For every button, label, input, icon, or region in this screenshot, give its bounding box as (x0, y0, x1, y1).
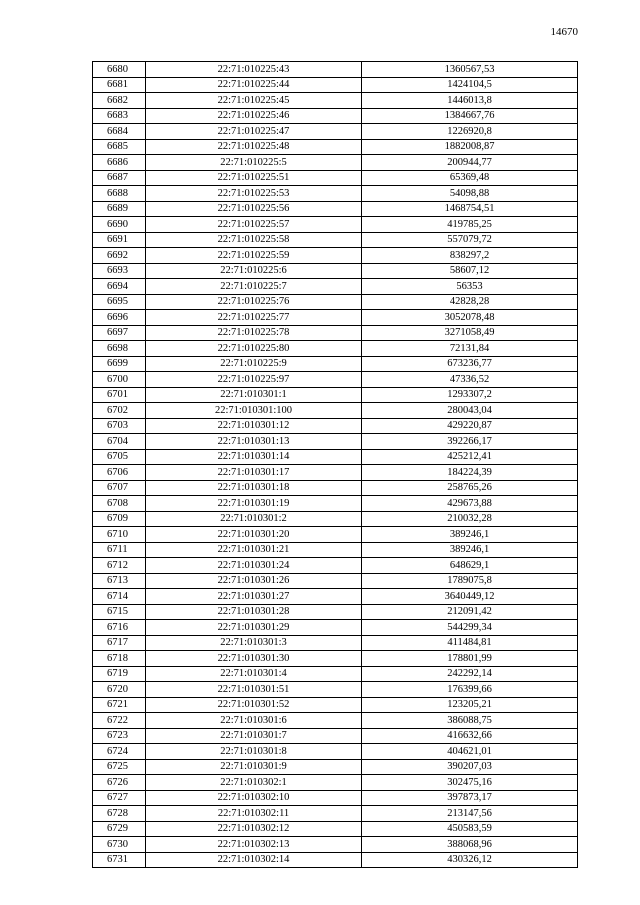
cadastral-value-cell: 386088,75 (362, 713, 578, 729)
table-row (93, 186, 578, 202)
cadastral-number-cell: 22:71:010301:20 (146, 527, 362, 543)
row-number-cell: 6687 (93, 170, 146, 186)
table-row (93, 480, 578, 496)
cadastral-value-cell: 280043,04 (362, 403, 578, 419)
cadastral-number-cell: 22:71:010301:9 (146, 759, 362, 775)
table-row (93, 418, 578, 434)
row-number-cell: 6698 (93, 341, 146, 357)
cadastral-value-cell: 838297,2 (362, 248, 578, 264)
cadastral-number-cell: 22:71:010301:29 (146, 620, 362, 636)
cadastral-value-cell: 557079,72 (362, 232, 578, 248)
table-row (93, 713, 578, 729)
cadastral-value-cell: 429220,87 (362, 418, 578, 434)
table-row (93, 542, 578, 558)
row-number-cell: 6705 (93, 449, 146, 465)
cadastral-number-cell: 22:71:010301:52 (146, 697, 362, 713)
table-row (93, 527, 578, 543)
cadastral-number-cell: 22:71:010302:12 (146, 821, 362, 837)
cadastral-number-cell: 22:71:010301:30 (146, 651, 362, 667)
row-number-cell: 6724 (93, 744, 146, 760)
cadastral-value-cell: 1293307,2 (362, 387, 578, 403)
cadastral-value-cell: 392266,17 (362, 434, 578, 450)
table-row (93, 139, 578, 155)
row-number-cell: 6719 (93, 666, 146, 682)
row-number-cell: 6683 (93, 108, 146, 124)
table-row (93, 635, 578, 651)
cadastral-value-cell: 1789075,8 (362, 573, 578, 589)
row-number-cell: 6692 (93, 248, 146, 264)
row-number-cell: 6730 (93, 837, 146, 853)
row-number-cell: 6717 (93, 635, 146, 651)
row-number-cell: 6688 (93, 186, 146, 202)
row-number-cell: 6711 (93, 542, 146, 558)
row-number-cell: 6704 (93, 434, 146, 450)
row-number-cell: 6706 (93, 465, 146, 481)
row-number-cell: 6712 (93, 558, 146, 574)
table-row (93, 496, 578, 512)
cadastral-number-cell: 22:71:010301:14 (146, 449, 362, 465)
row-number-cell: 6718 (93, 651, 146, 667)
cadastral-number-cell: 22:71:010225:9 (146, 356, 362, 372)
cadastral-number-cell: 22:71:010301:28 (146, 604, 362, 620)
cadastral-number-cell: 22:71:010225:46 (146, 108, 362, 124)
cadastral-value-cell: 54098,88 (362, 186, 578, 202)
cadastral-value-cell: 450583,59 (362, 821, 578, 837)
table-row (93, 837, 578, 853)
cadastral-number-cell: 22:71:010225:6 (146, 263, 362, 279)
row-number-cell: 6682 (93, 93, 146, 109)
cadastral-value-cell: 65369,48 (362, 170, 578, 186)
table-row (93, 217, 578, 233)
table-row (93, 449, 578, 465)
table-row (93, 666, 578, 682)
table-row (93, 697, 578, 713)
cadastral-value-cell: 411484,81 (362, 635, 578, 651)
table-row (93, 387, 578, 403)
table-row (93, 573, 578, 589)
cadastral-number-cell: 22:71:010301:1 (146, 387, 362, 403)
cadastral-number-cell: 22:71:010302:14 (146, 852, 362, 868)
table-row (93, 310, 578, 326)
cadastral-value-cell: 430326,12 (362, 852, 578, 868)
row-number-cell: 6693 (93, 263, 146, 279)
cadastral-number-cell: 22:71:010301:26 (146, 573, 362, 589)
cadastral-value-cell: 213147,56 (362, 806, 578, 822)
cadastral-value-cell: 56353 (362, 279, 578, 295)
row-number-cell: 6725 (93, 759, 146, 775)
cadastral-value-cell: 389246,1 (362, 542, 578, 558)
table-row (93, 155, 578, 171)
table-row (93, 325, 578, 341)
cadastral-value-cell: 176399,66 (362, 682, 578, 698)
cadastral-number-cell: 22:71:010225:45 (146, 93, 362, 109)
cadastral-number-cell: 22:71:010302:13 (146, 837, 362, 853)
row-number-cell: 6686 (93, 155, 146, 171)
cadastral-number-cell: 22:71:010225:97 (146, 372, 362, 388)
cadastral-value-cell: 212091,42 (362, 604, 578, 620)
table-row (93, 263, 578, 279)
row-number-cell: 6715 (93, 604, 146, 620)
row-number-cell: 6703 (93, 418, 146, 434)
table-row (93, 744, 578, 760)
row-number-cell: 6691 (93, 232, 146, 248)
cadastral-number-cell: 22:71:010302:10 (146, 790, 362, 806)
table-row (93, 201, 578, 217)
cadastral-number-cell: 22:71:010301:12 (146, 418, 362, 434)
cadastral-number-cell: 22:71:010301:3 (146, 635, 362, 651)
table-row (93, 806, 578, 822)
cadastral-value-cell: 419785,25 (362, 217, 578, 233)
row-number-cell: 6708 (93, 496, 146, 512)
cadastral-value-cell: 673236,77 (362, 356, 578, 372)
cadastral-value-cell: 425212,41 (362, 449, 578, 465)
table-row (93, 124, 578, 140)
cadastral-value-cell: 416632,66 (362, 728, 578, 744)
cadastral-number-cell: 22:71:010301:51 (146, 682, 362, 698)
row-number-cell: 6723 (93, 728, 146, 744)
cadastral-number-cell: 22:71:010225:48 (146, 139, 362, 155)
row-number-cell: 6713 (93, 573, 146, 589)
table-row (93, 403, 578, 419)
table-row (93, 775, 578, 791)
row-number-cell: 6684 (93, 124, 146, 140)
cadastral-value-cell: 429673,88 (362, 496, 578, 512)
cadastral-value-cell: 389246,1 (362, 527, 578, 543)
row-number-cell: 6694 (93, 279, 146, 295)
cadastral-number-cell: 22:71:010225:5 (146, 155, 362, 171)
table-row (93, 232, 578, 248)
cadastral-number-cell: 22:71:010225:56 (146, 201, 362, 217)
cadastral-value-cell: 184224,39 (362, 465, 578, 481)
row-number-cell: 6695 (93, 294, 146, 310)
table-row (93, 93, 578, 109)
cadastral-number-cell: 22:71:010225:51 (146, 170, 362, 186)
cadastral-number-cell: 22:71:010225:76 (146, 294, 362, 310)
cadastral-number-cell: 22:71:010225:44 (146, 77, 362, 93)
row-number-cell: 6729 (93, 821, 146, 837)
cadastral-number-cell: 22:71:010225:78 (146, 325, 362, 341)
table-row (93, 465, 578, 481)
cadastral-number-cell: 22:71:010225:47 (146, 124, 362, 140)
table-row (93, 108, 578, 124)
table-row (93, 511, 578, 527)
cadastral-value-cell: 200944,77 (362, 155, 578, 171)
row-number-cell: 6702 (93, 403, 146, 419)
cadastral-value-cell: 3052078,48 (362, 310, 578, 326)
table-row (93, 62, 578, 78)
table-row (93, 728, 578, 744)
row-number-cell: 6710 (93, 527, 146, 543)
row-number-cell: 6690 (93, 217, 146, 233)
cadastral-value-cell: 1446013,8 (362, 93, 578, 109)
row-number-cell: 6709 (93, 511, 146, 527)
cadastral-number-cell: 22:71:010301:2 (146, 511, 362, 527)
cadastral-number-cell: 22:71:010302:1 (146, 775, 362, 791)
cadastral-value-cell: 388068,96 (362, 837, 578, 853)
row-number-cell: 6722 (93, 713, 146, 729)
cadastral-number-cell: 22:71:010301:18 (146, 480, 362, 496)
cadastral-number-cell: 22:71:010225:7 (146, 279, 362, 295)
row-number-cell: 6731 (93, 852, 146, 868)
cadastral-number-cell: 22:71:010301:21 (146, 542, 362, 558)
cadastral-value-cell: 544299,34 (362, 620, 578, 636)
row-number-cell: 6716 (93, 620, 146, 636)
cadastral-number-cell: 22:71:010301:17 (146, 465, 362, 481)
cadastral-number-cell: 22:71:010301:6 (146, 713, 362, 729)
table-row (93, 759, 578, 775)
cadastral-number-cell: 22:71:010301:19 (146, 496, 362, 512)
row-number-cell: 6689 (93, 201, 146, 217)
table-row (93, 434, 578, 450)
row-number-cell: 6680 (93, 62, 146, 78)
table-row (93, 620, 578, 636)
row-number-cell: 6728 (93, 806, 146, 822)
table-row (93, 589, 578, 605)
cadastral-number-cell: 22:71:010301:100 (146, 403, 362, 419)
cadastral-number-cell: 22:71:010301:27 (146, 589, 362, 605)
cadastral-number-cell: 22:71:010301:8 (146, 744, 362, 760)
cadastral-value-cell: 58607,12 (362, 263, 578, 279)
cadastral-value-cell: 1424104,5 (362, 77, 578, 93)
row-number-cell: 6727 (93, 790, 146, 806)
table-row (93, 279, 578, 295)
table-row (93, 341, 578, 357)
table-row (93, 372, 578, 388)
row-number-cell: 6699 (93, 356, 146, 372)
cadastral-value-cell: 178801,99 (362, 651, 578, 667)
cadastral-value-cell: 42828,28 (362, 294, 578, 310)
cadastral-number-cell: 22:71:010225:58 (146, 232, 362, 248)
row-number-cell: 6681 (93, 77, 146, 93)
row-number-cell: 6726 (93, 775, 146, 791)
cadastral-value-cell: 72131,84 (362, 341, 578, 357)
cadastral-number-cell: 22:71:010302:11 (146, 806, 362, 822)
cadastral-number-cell: 22:71:010225:43 (146, 62, 362, 78)
cadastral-number-cell: 22:71:010225:77 (146, 310, 362, 326)
table-row (93, 170, 578, 186)
cadastral-value-cell: 210032,28 (362, 511, 578, 527)
cadastral-value-cell: 648629,1 (362, 558, 578, 574)
cadastral-value-cell: 258765,26 (362, 480, 578, 496)
table-row (93, 651, 578, 667)
cadastral-number-cell: 22:71:010225:80 (146, 341, 362, 357)
row-number-cell: 6701 (93, 387, 146, 403)
cadastral-number-cell: 22:71:010301:13 (146, 434, 362, 450)
row-number-cell: 6697 (93, 325, 146, 341)
cadastral-value-cell: 1384667,76 (362, 108, 578, 124)
table-row (93, 294, 578, 310)
cadastral-number-cell: 22:71:010301:7 (146, 728, 362, 744)
table-row (93, 821, 578, 837)
cadastral-value-cell: 47336,52 (362, 372, 578, 388)
cadastral-value-cell: 302475,16 (362, 775, 578, 791)
cadastral-value-cell: 397873,17 (362, 790, 578, 806)
cadastral-number-cell: 22:71:010301:4 (146, 666, 362, 682)
row-number-cell: 6720 (93, 682, 146, 698)
table-row (93, 604, 578, 620)
cadastral-number-cell: 22:71:010301:24 (146, 558, 362, 574)
cadastral-value-cell: 404621,01 (362, 744, 578, 760)
table-row (93, 790, 578, 806)
row-number-cell: 6714 (93, 589, 146, 605)
table-row (93, 558, 578, 574)
table-row (93, 356, 578, 372)
row-number-cell: 6685 (93, 139, 146, 155)
table-row (93, 77, 578, 93)
table-row (93, 248, 578, 264)
row-number-cell: 6700 (93, 372, 146, 388)
cadastral-value-cell: 3640449,12 (362, 589, 578, 605)
cadastral-number-cell: 22:71:010225:53 (146, 186, 362, 202)
page-number: 14670 (550, 26, 578, 38)
cadastral-value-cell: 1226920,8 (362, 124, 578, 140)
cadastral-value-cell: 123205,21 (362, 697, 578, 713)
cadastral-value-cell: 1360567,53 (362, 62, 578, 78)
cadastral-value-table (92, 61, 578, 868)
row-number-cell: 6707 (93, 480, 146, 496)
row-number-cell: 6721 (93, 697, 146, 713)
cadastral-value-cell: 3271058,49 (362, 325, 578, 341)
row-number-cell: 6696 (93, 310, 146, 326)
cadastral-value-cell: 1468754,51 (362, 201, 578, 217)
cadastral-number-cell: 22:71:010225:57 (146, 217, 362, 233)
cadastral-value-cell: 390207,03 (362, 759, 578, 775)
cadastral-value-cell: 242292,14 (362, 666, 578, 682)
table-row (93, 852, 578, 868)
cadastral-number-cell: 22:71:010225:59 (146, 248, 362, 264)
table-body (93, 62, 578, 868)
cadastral-value-cell: 1882008,87 (362, 139, 578, 155)
table-row (93, 682, 578, 698)
